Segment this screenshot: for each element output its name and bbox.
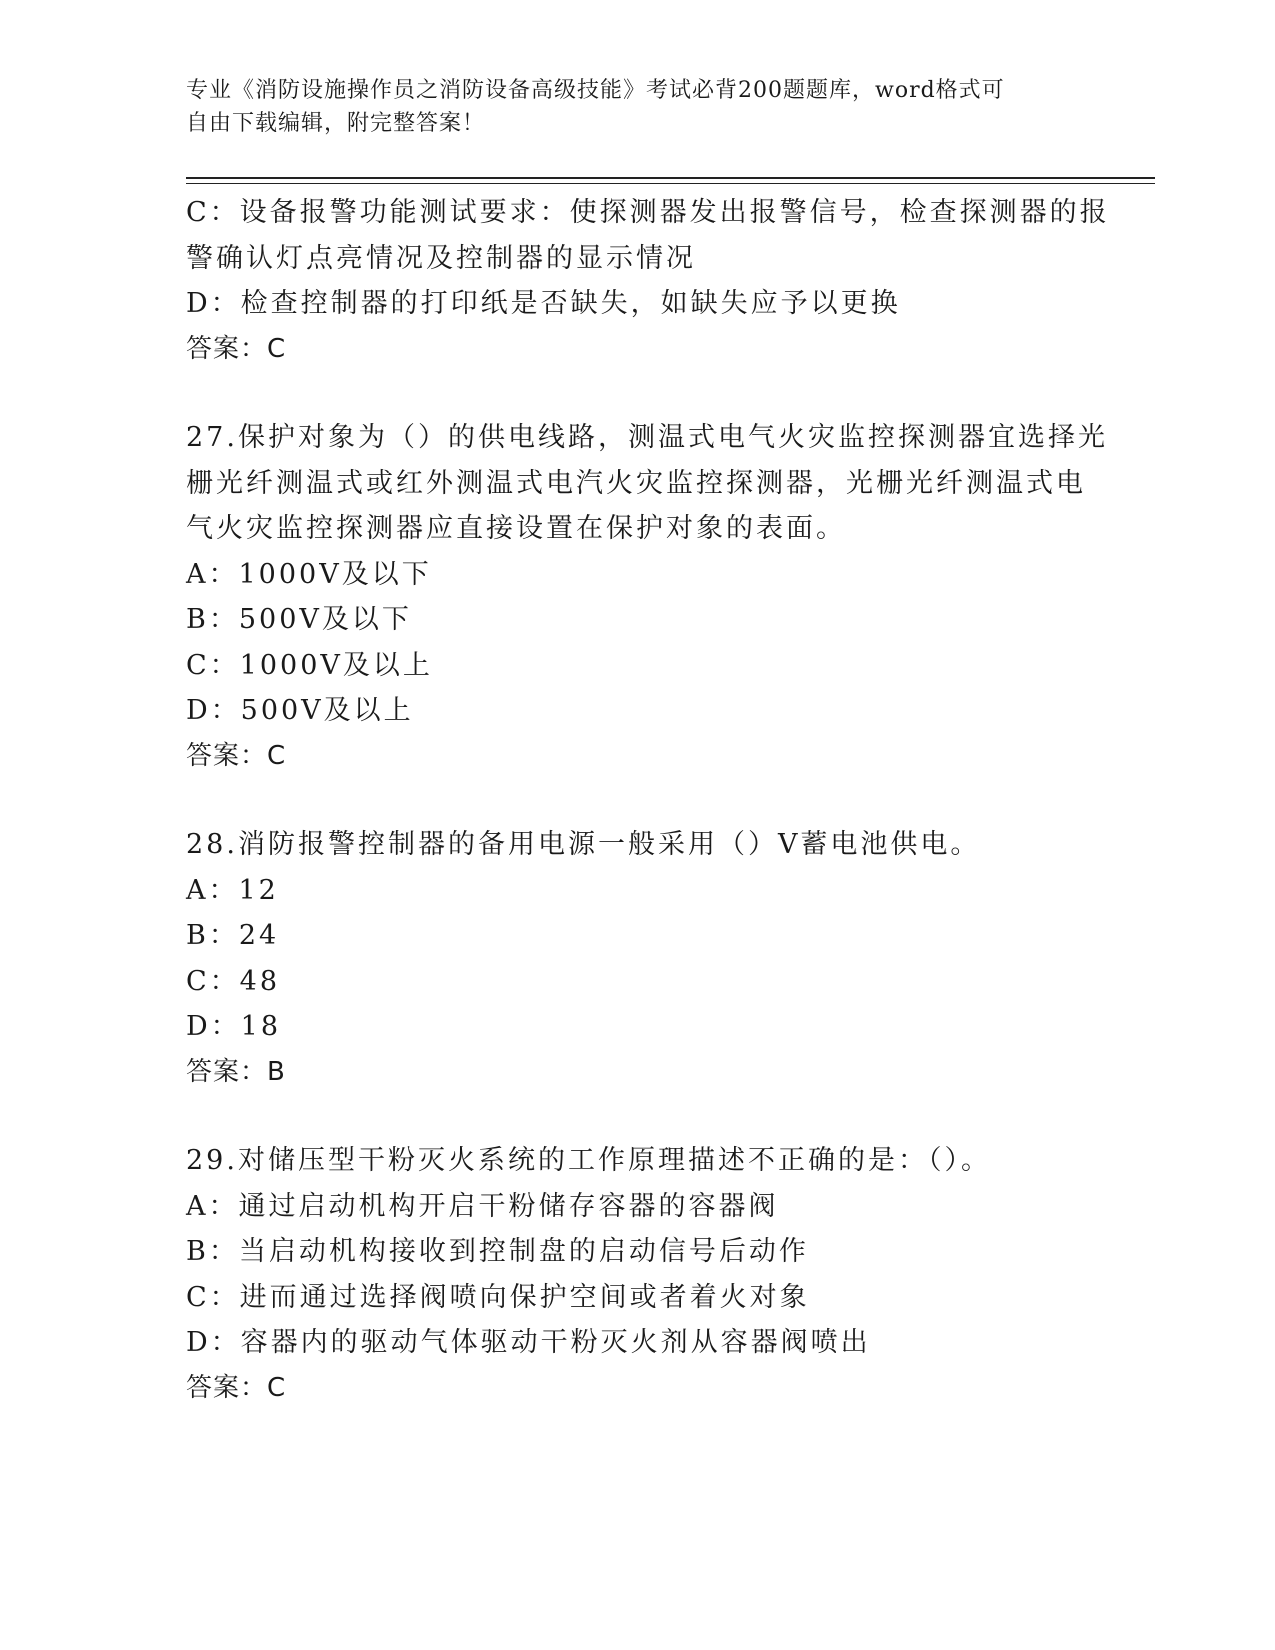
header-divider-thin	[186, 183, 1155, 184]
option-c-line-1: C：设备报警功能测试要求：使探测器发出报警信号，检查探测器的报	[186, 197, 1110, 228]
answer: 答案：C	[186, 1372, 287, 1403]
option-d: D：18	[186, 1011, 282, 1042]
question-29	[186, 1138, 1086, 1411]
question-27	[186, 415, 1108, 779]
question-stem-line-3: 气火灾监控探测器应直接设置在保护对象的表面。	[186, 513, 846, 544]
question-stem-line-2: 栅光纤测温式或红外测温式电汽火灾监控探测器，光栅光纤测温式电	[186, 467, 1086, 499]
question-28	[186, 822, 1086, 1095]
header-line-2: 自由下载编辑，附完整答案！	[186, 111, 486, 136]
option-c: C：48	[186, 965, 281, 997]
document-header	[186, 74, 1066, 140]
option-d: D：检查控制器的打印纸是否缺失，如缺失应予以更换	[186, 288, 901, 319]
option-a: A：1000V及以下	[186, 558, 432, 590]
header-divider-thick	[186, 177, 1155, 179]
question-stem: 29.对储压型干粉灭火系统的工作原理描述不正确的是：（）。	[186, 1145, 991, 1176]
option-c-line-2: 警确认灯点亮情况及控制器的显示情况	[186, 242, 696, 274]
option-c: C：1000V及以上	[186, 649, 433, 681]
question-list	[186, 190, 1110, 1411]
option-d: D：500V及以上	[186, 695, 414, 726]
option-c: C：进而通过选择阀喷向保护空间或者着火对象	[186, 1281, 810, 1313]
answer: 答案：C	[186, 333, 287, 364]
question-stem: 28.消防报警控制器的备用电源一般采用（）V蓄电池供电。	[186, 829, 981, 860]
question-26-continued	[186, 190, 1110, 372]
option-a: A：通过启动机构开启干粉储存容器的容器阀	[186, 1190, 779, 1222]
option-b: B：500V及以下	[186, 604, 412, 635]
question-stem-line-1: 27.保护对象为（）的供电线路，测温式电气火灾监控探测器宜选择光	[186, 422, 1108, 453]
header-line-1: 专业《消防设施操作员之消防设备高级技能》考试必背200题题库，word格式可	[186, 78, 1005, 103]
option-b: B：24	[186, 920, 280, 951]
option-b: B：当启动机构接收到控制盘的启动信号后动作	[186, 1236, 809, 1267]
answer: 答案：C	[186, 740, 287, 771]
answer: 答案：B	[186, 1056, 286, 1087]
option-a: A：12	[186, 874, 279, 906]
option-d: D：容器内的驱动气体驱动干粉灭火剂从容器阀喷出	[186, 1327, 871, 1358]
